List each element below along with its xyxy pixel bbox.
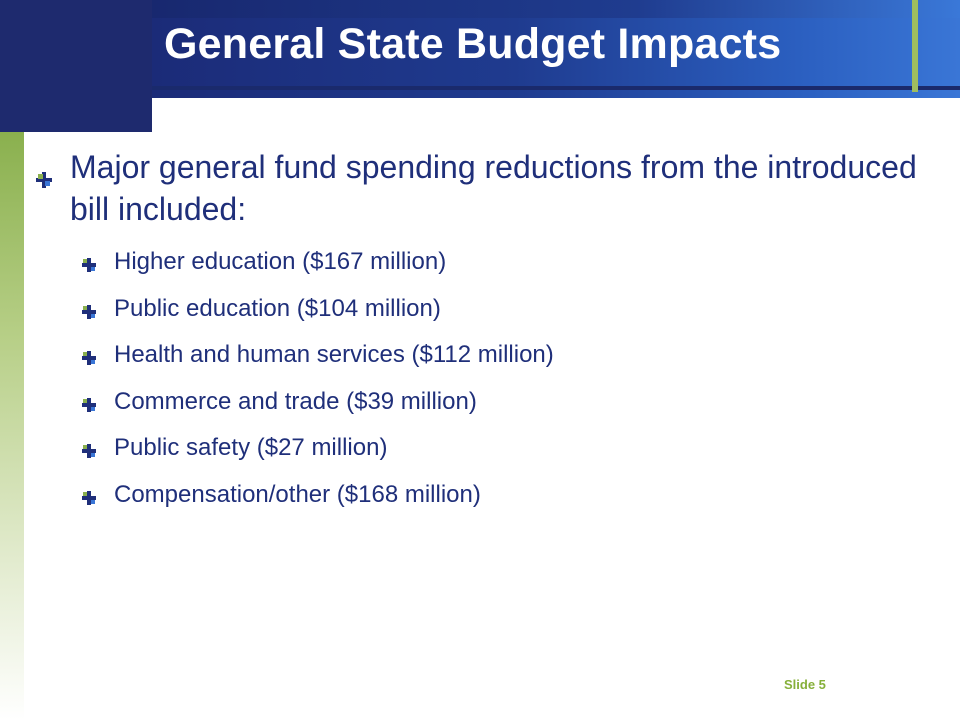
square-cross-bullet-icon bbox=[82, 298, 96, 326]
title-underline bbox=[152, 86, 960, 90]
corner-block bbox=[0, 0, 152, 132]
square-cross-bullet-icon bbox=[82, 391, 96, 419]
main-bullet-text: Major general fund spending reductions from the introduced bill included: bbox=[70, 149, 917, 227]
sub-bullet-text: Commerce and trade ($39 million) bbox=[114, 387, 477, 415]
sub-bullet-text: Higher education ($167 million) bbox=[114, 248, 447, 275]
sub-bullet-text: Health and human services ($112 million) bbox=[114, 341, 554, 368]
sub-bullet-text: Compensation/other ($168 million) bbox=[114, 480, 481, 508]
header-top-strip bbox=[152, 0, 960, 18]
bullet-list bbox=[30, 146, 930, 527]
slide-number: Slide 5 bbox=[784, 677, 826, 692]
slide-title: General State Budget Impacts bbox=[164, 20, 782, 68]
sub-bullet-item bbox=[30, 248, 930, 276]
sub-bullet-text: Public education ($104 million) bbox=[114, 294, 441, 322]
square-cross-bullet-icon bbox=[82, 437, 96, 465]
sub-bullet-item bbox=[30, 295, 930, 323]
sub-bullet-list bbox=[30, 248, 930, 509]
sub-bullet-item bbox=[30, 388, 930, 416]
square-cross-bullet-icon bbox=[82, 251, 96, 279]
left-green-strip bbox=[0, 132, 24, 720]
sub-bullet-item bbox=[30, 434, 930, 462]
sub-bullet-item bbox=[30, 481, 930, 509]
sub-bullet-text: Public safety ($27 million) bbox=[114, 434, 388, 461]
square-cross-bullet-icon bbox=[82, 484, 96, 512]
square-cross-bullet-icon bbox=[82, 344, 96, 372]
sub-bullet-item bbox=[30, 341, 930, 369]
main-bullet bbox=[30, 146, 930, 230]
square-cross-bullet-icon bbox=[36, 156, 52, 198]
